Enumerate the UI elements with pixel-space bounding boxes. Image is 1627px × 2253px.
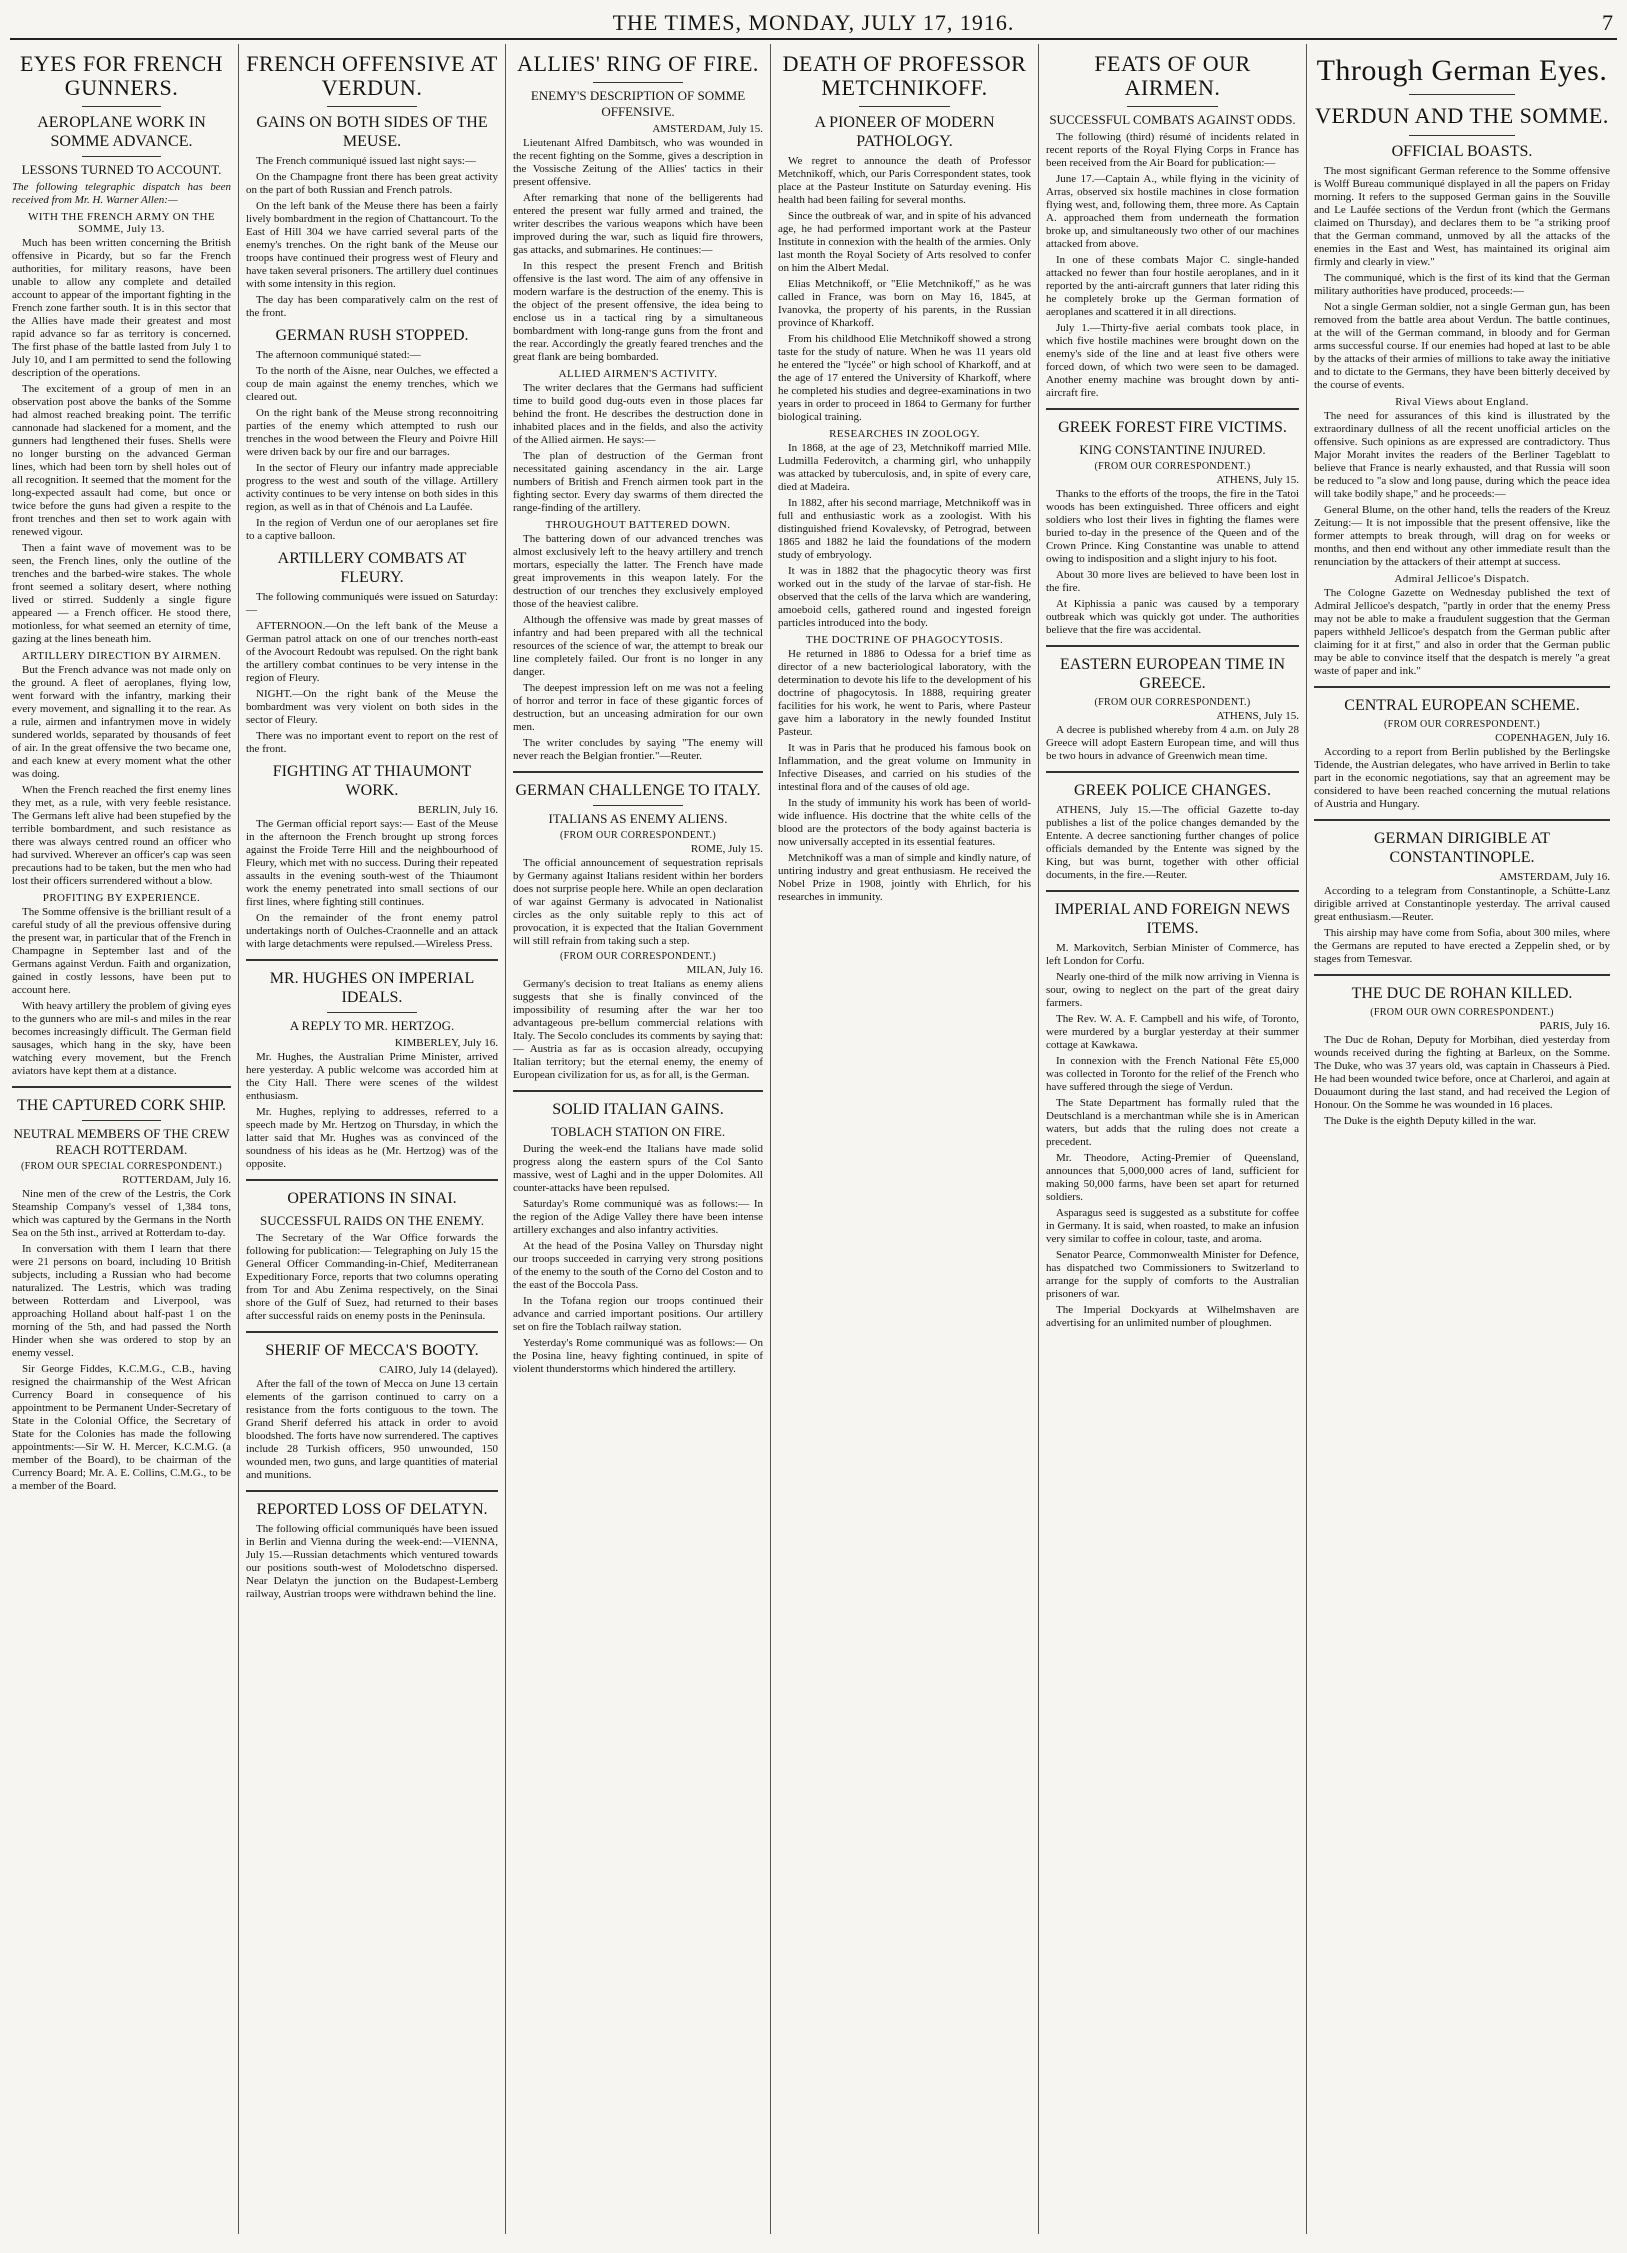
paragraph: Lieutenant Alfred Dambitsch, who was wounded in the recent fighting on the Somme, gives a description in the Vossische Zeitung of the Allies' tactics in their present offensive. — [513, 137, 763, 188]
paragraph: Thanks to the efforts of the troops, the fire in the Tatoi woods has been extinguished. Three officers and eight soldiers who lost their lives in fighting the flames were buried to-day in the presence of the Queen and of the Crown Prince. King Constantine was unable to attend owing to indisposition and a slight injury to his foot. — [1046, 488, 1299, 565]
paragraph: This airship may have come from Sofia, about 300 miles, where the Germans are reputed to have erected a Zeppelin shed, or by stages from Temesvar. — [1314, 927, 1610, 965]
paragraph: The writer declares that the Germans had sufficient time to build good dug-outs even in those places far behind the front. He describes the destruction done in inhabited places and in the fields, and also the activity of the Allied airmen. He says:— — [513, 382, 763, 446]
side-heading: Admiral Jellicoe's Dispatch. — [1394, 573, 1530, 585]
paragraph: Nine men of the crew of the Lestris, the Cork Steamship Company's vessel of 1,384 tons, which was captured by the Germans in the North Sea on the 5th inst., arrived at Rotterdam to-day. — [12, 1188, 231, 1239]
paragraph: The German official report says:— East of the Meuse in the afternoon the French brought up strong forces against the Froide Terre Hill and the neighbourhood of Fleury, which met with no success. During their repeated assaults in the evening south-west of the Thiaumont work the enemy penetrated into small sections of our first lines, where fighting still continues. — [246, 818, 498, 908]
headline: EYES FOR FRENCH GUNNERS. — [19, 51, 224, 100]
paragraph: The following (third) résumé of incidents related in recent reports of the Royal Flying Corps in France has been received from the Air Board for publication:— — [1046, 131, 1299, 169]
paragraph: The excitement of a group of men in an observation post above the banks of the Somme had almost reached breaking point. The terrific cannonade had slackened for a moment, and the gunners had lengthened their fuses. Shells were no longer bursting on the advanced German lines, which had been torn by shell holes out of all recognition. It seemed that the moment for the long-expected assault had come, but once or twice before the guns had given a respite to the front trenches and then set to work again with renewed vigour. — [12, 383, 231, 538]
paragraph: On the remainder of the front enemy patrol undertakings north of Oulches-Craonnelle and an attack with large detachments were repulsed.—Wireless Press. — [246, 912, 498, 950]
paragraph: Elias Metchnikoff, or "Elie Metchnikoff," as he was called in France, was born on May 16, 1845, at Ivanovka, the property of his parents, in the Russian province of Kharkoff. — [778, 278, 1031, 329]
paragraph: With heavy artillery the problem of giving eyes to the gunners who are mil-s and miles in the rear becomes increasingly difficult. The German field sausages, which hang in the sky, have been watching every movement, but the French aviators have kept them at a distance. — [12, 1000, 231, 1077]
side-heading: ALLIED AIRMEN'S ACTIVITY. — [558, 368, 718, 380]
divider — [513, 1090, 763, 1092]
paragraph: NIGHT.—On the right bank of the Meuse the bombardment was very violent on both sides in the sector of Fleury. — [246, 688, 498, 726]
dateline: CAIRO, July 14 (delayed). — [379, 1364, 498, 1376]
headline: CENTRAL EUROPEAN SCHEME. — [1344, 697, 1580, 714]
headline: IMPERIAL AND FOREIGN NEWS ITEMS. — [1054, 901, 1291, 937]
paragraph: ATHENS, July 15.—The official Gazette to-day publishes a list of the police changes demanded by the Entente. A decree sanctioning further changes of police officials demanded by the Entente was signed by the King, but was burnt, together with other official documents, in the fire.—Reuter. — [1046, 804, 1299, 881]
headline: GERMAN DIRIGIBLE AT CONSTANTINOPLE. — [1374, 830, 1550, 866]
page-number: 7 — [1602, 10, 1613, 35]
paragraph: On the Champagne front there has been great activity on the part of both Russian and French patrols. — [246, 171, 498, 196]
paragraph: The Rev. W. A. F. Campbell and his wife, of Toronto, were murdered by a burglar yesterday at their summer cottage at Kawkawa. — [1046, 1013, 1299, 1051]
divider — [12, 1086, 231, 1088]
paragraph: In 1882, after his second marriage, Metchnikoff was in full and enthusiastic work as a zoologist. With his distinguished friend Kovalevsky, of Petrograd, between 1865 and 1882 he laid the foundations of the modern study of embryology. — [778, 497, 1031, 561]
paragraph: It was in 1882 that the phagocytic theory was first worked out in the study of the larvae of star-fish. He observed that the cells of the larva which are wandering, amoeboid cells, gathered round and ingested foreign particles introduced into the body. — [778, 565, 1031, 629]
side-heading: RESEARCHES IN ZOOLOGY. — [829, 428, 980, 440]
paragraph: In one of these combats Major C. single-handed attacked no fewer than four hostile aeroplanes, and in it reported by the anti-aircraft gunners that later riding this he completely broke up the German formation of aeroplanes and scattered it in all directions. — [1046, 254, 1299, 318]
subheadline: OFFICIAL BOASTS. — [1391, 143, 1533, 160]
paragraph: But the French advance was not made only on the ground. A fleet of aeroplanes, flying low, went forward with the infantry, marking their every movement, and signalling it to the rear. As a rule, airmen and infantrymen move in widely sundered worlds, separated by thousands of feet of air. In the great offensive the two became one, and each knew at every moment what the other was doing. — [12, 664, 231, 780]
side-heading: THE DOCTRINE OF PHAGOCYTOSIS. — [805, 634, 1004, 646]
source-line: (FROM OUR SPECIAL CORRESPONDENT.) — [20, 1161, 223, 1172]
subheadline: GAINS ON BOTH SIDES OF THE MEUSE. — [256, 114, 488, 150]
paragraph: Asparagus seed is suggested as a substitute for coffee in Germany. It is said, when roasted, to make an infusion very similar to coffee in colour, taste, and aroma. — [1046, 1207, 1299, 1245]
divider — [859, 106, 950, 107]
divider — [246, 1331, 498, 1333]
paragraph: The following official communiqués have been issued in Berlin and Vienna during the week-end:—VIENNA, July 15.—Russian detachments which ventured towards our positions south-west of Molodetschno dispersed. Near Delatyn the junction on the Budapest-Lemberg railway, Austrian troops were withdrawn behind the line. — [246, 1523, 498, 1600]
paragraph: The State Department has formally ruled that the Deutschland is a merchantman while she is in American waters, but adds that the ruling does not create a precedent. — [1046, 1097, 1299, 1148]
headline: Through German Eyes. — [1316, 54, 1608, 87]
paragraph: The Secretary of the War Office forwards the following for publication:— Telegraphing on July 15 the General Officer Commanding-in-Chief, Mediterranean Expeditionary Force, reports that two columns operating from Tor and Abu Zenima respectively, on the Sinai shore of the Gulf of Suez, had returned to their bases after successful raids on enemy posts in the Peninsula. — [246, 1232, 498, 1322]
paragraph: The Cologne Gazette on Wednesday published the text of Admiral Jellicoe's despatch, "partly in order that the enemy Press may not be able to make a fraudulent suggestion that the German papers withheld Jellicoe's despatch from the German public after claiming for it at first," and also in order that the German public may be able to convince itself that the despatch is merely "a great waste of paper and ink." — [1314, 587, 1610, 677]
headline: GREEK POLICE CHANGES. — [1074, 782, 1271, 799]
divider — [1314, 974, 1610, 976]
headline: GERMAN CHALLENGE TO ITALY. — [515, 782, 761, 799]
paragraph: Since the outbreak of war, and in spite of his advanced age, he had performed important work at the Pasteur Institute in connexion with the health of the armies. Only last month the Royal Society of Arts resolved to confer on him the Albert Medal. — [778, 210, 1031, 274]
divider — [327, 106, 418, 107]
subheadline: FIGHTING AT THIAUMONT WORK. — [272, 763, 472, 799]
subheadline: A REPLY TO MR. HERTZOG. — [289, 1018, 455, 1033]
paragraph: June 17.—Captain A., while flying in the vicinity of Arras, observed six hostile machines in close formation flying west, and, following them, three more. As Captain A. approached them from underneath the formation broke up, and simultaneously two other of our machines attacked from above. — [1046, 173, 1299, 250]
headline: FEATS OF OUR AIRMEN. — [1094, 51, 1251, 100]
divider — [1046, 890, 1299, 892]
divider — [82, 1120, 161, 1121]
subheadline: ENEMY'S DESCRIPTION OF SOMME OFFENSIVE. — [530, 88, 746, 119]
source-line: (FROM OUR OWN CORRESPONDENT.) — [1370, 1007, 1554, 1018]
side-heading: THROUGHOUT BATTERED DOWN. — [545, 519, 731, 531]
newspaper-header-title: THE TIMES, MONDAY, JULY 17, 1916. — [612, 10, 1015, 35]
dateline: KIMBERLEY, July 16. — [394, 1037, 498, 1049]
paragraph: Saturday's Rome communiqué was as follows:— In the region of the Adige Valley there have been intense artillery exchanges and also infantry activities. — [513, 1198, 763, 1236]
paragraph: It was in Paris that he produced his famous book on Inflammation, and the great volume on Immunity in Infective Diseases, and carried on his studies of the intestinal flora and of the causes of old age. — [778, 742, 1031, 793]
paragraph: In 1868, at the age of 23, Metchnikoff married Mlle. Ludmilla Federovitch, a charming girl, who unhappily was attacked by tuberculosis, and, in spite of every care, died at Madeira. — [778, 442, 1031, 493]
paragraph: In the Tofana region our troops continued their advance and carried important positions. Our artillery set on fire the Toblach railway station. — [513, 1295, 763, 1333]
source-line: (FROM OUR CORRESPONDENT.) — [560, 830, 716, 841]
paragraph: The communiqué, which is the first of its kind that the German military authorities have produced, proceeds:— — [1314, 272, 1610, 297]
headline: ALLIES' RING OF FIRE. — [517, 51, 759, 76]
dateline: WITH THE FRENCH ARMY ON THE SOMME, July 13. — [28, 211, 215, 235]
paragraph: The Duc de Rohan, Deputy for Morbihan, died yesterday from wounds received during the fighting at Barleux, on the Somme. The Duke, who was 37 years old, was captain in Chasseurs à Pied. He had been wounded twice before, once at Charleroi, and again at Douaumont during the last stand, and had received the Legion of Honour. On the Somme he was wounded in 16 places. — [1314, 1034, 1610, 1111]
column-5 — [1038, 44, 1306, 2234]
dateline: PARIS, July 16. — [1539, 1020, 1610, 1032]
divider — [1046, 645, 1299, 647]
paragraph: M. Markovitch, Serbian Minister of Commerce, has left London for Corfu. — [1046, 942, 1299, 967]
subheadline: SUCCESSFUL COMBATS AGAINST ODDS. — [1049, 112, 1296, 127]
paragraph: The battering down of our advanced trenches was almost exclusively left to the heavy artillery and trench mortars, especially the latter. The French have made great improvements in this weapon lately. For the destruction of our trenches they exclusively employed those of the heaviest calibre. — [513, 533, 763, 610]
paragraph: He returned in 1886 to Odessa for a brief time as director of a new bacteriological laboratory, with the determination to devote his life to the development of his doctrine of phagocytosis. In 1888, requiring greater facilities for his work, he went to Paris, where Pasteur gave him a laboratory in the newly founded Institut Pasteur. — [778, 648, 1031, 738]
paragraph: The plan of destruction of the German front necessitated gaining ascendancy in the air. Large numbers of British and French airmen took part in the fighting sector. Every day swarms of them directed the range-finding of the artillery. — [513, 450, 763, 514]
divider — [513, 771, 763, 773]
divider — [593, 805, 683, 806]
paragraph: General Blume, on the other hand, tells the readers of the Kreuz Zeitung:— It is not impossible that the present offensive, like the former attempts to break through, will drag on for weeks or months, and then end without any other immediate result than the renunciation by the attackers of their attempt at success. — [1314, 504, 1610, 568]
paragraph: Mr. Hughes, the Australian Prime Minister, arrived here yesterday. A public welcome was accorded him at the City Hall. There were scenes of the wildest enthusiasm. — [246, 1051, 498, 1102]
subheadline: VERDUN AND THE SOMME. — [1315, 103, 1609, 128]
headline: DEATH OF PROFESSOR METCHNIKOFF. — [782, 51, 1027, 100]
paragraph: Nearly one-third of the milk now arriving in Vienna is sour, owing to neglect on the part of the great dairy farmers. — [1046, 971, 1299, 1009]
divider — [1046, 771, 1299, 773]
paragraph: When the French reached the first enemy lines they met, as a rule, with very feeble resistance. The Germans left alive had been stupefied by the terrible bombardment, and such resistance as there was always centred round an officer who had survived. Wherever an officer's cap was seen precautions had to be taken, but the men who had lost their officers surrendered without a blow. — [12, 784, 231, 887]
column-4 — [770, 44, 1038, 2234]
column-6 — [1306, 44, 1617, 2234]
paragraph: We regret to announce the death of Professor Metchnikoff, which, our Paris Correspondent states, took place at the Pasteur Institute on Saturday evening. His health had been failing for several months. — [778, 155, 1031, 206]
paragraph: Much has been written concerning the British offensive in Picardy, but so far the French authorities, for military reasons, have been unable to allow any complete and detailed account to appear of the important fighting in the French zone farther south. It is in this sector that the Allies have made their greatest and most rapid advance so far as territory is concerned. The first phase of the battle lasted from July 1 to July 10, and I am permitted to send the following description of the operations. — [12, 237, 231, 379]
dateline: ROME, July 15. — [690, 843, 763, 855]
column-3 — [505, 44, 770, 2234]
paragraph: AFTERNOON.—On the left bank of the Meuse a German patrol attack on one of our trenches north-east of the Avocourt Redoubt was repulsed. On the right bank the artillery combat continues to be very intense in the region of Fleury. — [246, 620, 498, 684]
divider — [1314, 819, 1610, 821]
paragraph: In the sector of Fleury our infantry made appreciable progress to the west and south of the village. Artillery activity continues to be very intense on both sides in this region, as well as in that of Chénois and La Laufée. — [246, 462, 498, 513]
paragraph: July 1.—Thirty-five aerial combats took place, in which five hostile machines were brought down on the enemy's side of the line and at least five others were forced down, of which two were seen to be damaged. Another enemy machine was brought down by anti-aircraft fire. — [1046, 322, 1299, 399]
paragraph: The Duke is the eighth Deputy killed in the war. — [1324, 1115, 1537, 1127]
paragraph: The need for assurances of this kind is illustrated by the extraordinary dullness of all the recent unofficial articles on the offensive. Such opinions as are expressed are contradictory. Thus Major Moraht invites the readers of the Berliner Tageblatt to believe that France is nearly exhausted, and that Russia will soon be reduced to "a slow and long pause, during which the peace idea will take bodily shape," and he proceeds:— — [1314, 410, 1610, 500]
paragraph: In this respect the present French and British offensive is the last word. The aim of any offensive in modern warfare is the destruction of the enemy. This is the object of the present offensive, the idea being to enclose us in a tactical ring by a simultaneous bombardment with long-range guns from the front and the rear. Accordingly the greatly feared trenches and the great flank are being bombarded. — [513, 260, 763, 363]
source-line: (FROM OUR CORRESPONDENT.) — [1094, 697, 1251, 708]
paragraph: The deepest impression left on me was not a feeling of horror and terror in face of these gigantic forces of destruction, but an unceasing admiration for our own men. — [513, 682, 763, 733]
paragraph: On the left bank of the Meuse there has been a fairly lively bombardment in the region of Chattancourt. To the East of Hill 304 we have carried several parts of the enemy's trenches. On the right bank of the Meuse our troops have continued their progress west of Fleury and have taken several prisoners. The artillery duel continues with some intensity in this region. — [246, 200, 498, 290]
paragraph: The most significant German reference to the Somme offensive is Wolff Bureau communiqué displayed in all the papers on Friday morning. It refers to the supposed German gains in the Souville and Le Laufée sections of the Verdun front (which the Germans claimed on Thursday), and declares them to be "a striking proof that the German command, unmoved by all the attacks of the enemies in the East and West, has maintained its original aim firmly and clearly in view." — [1314, 165, 1610, 268]
paragraph: The afternoon communiqué stated:— — [256, 349, 421, 361]
dateline: ATHENS, July 15. — [1216, 710, 1299, 722]
subheadline: NEUTRAL MEMBERS OF THE CREW REACH ROTTERDAM. — [13, 1126, 230, 1157]
headline: GREEK FOREST FIRE VICTIMS. — [1058, 419, 1287, 436]
subheadline: LESSONS TURNED TO ACCOUNT. — [21, 162, 222, 177]
paragraph: The Somme offensive is the brilliant result of a careful study of all the previous offensive during the present war, in particular that of the French in Champagne in September last and of the Germans against Verdun. Faith and organization, gained in costly lessons, have been put to account here. — [12, 906, 231, 996]
paragraph: According to a report from Berlin published by the Berlingske Tidende, the Austrian delegates, who have arrived in Berlin to take part in the economic negotiations, say that an agreement may be considered to have been reached concerning the mutual relations of Austria and Hungary. — [1314, 746, 1610, 810]
subheadline: ITALIANS AS ENEMY ALIENS. — [548, 811, 728, 826]
divider — [1409, 94, 1516, 95]
paragraph: At Kiphissia a panic was caused by a temporary outbreak which was quickly got under. The authorities believe that the fire was accidental. — [1046, 598, 1299, 636]
column-1 — [10, 44, 238, 2234]
dateline: AMSTERDAM, July 15. — [652, 123, 763, 135]
subheadline: GERMAN RUSH STOPPED. — [275, 327, 469, 344]
masthead — [10, 8, 1617, 40]
paragraph: Senator Pearce, Commonwealth Minister for Defence, has dispatched two Commissioners to Switzerland to arrange for the supply of comforts to the Australian prisoners of war. — [1046, 1249, 1299, 1300]
paragraph: In the study of immunity his work has been of world-wide influence. His doctrine that the white cells of the blood are the protectors of the body against bacteria is now universally accepted in its essential features. — [778, 797, 1031, 848]
side-heading: ARTILLERY DIRECTION BY AIRMEN. — [21, 650, 222, 662]
columns — [10, 44, 1617, 2234]
paragraph: To the north of the Aisne, near Oulches, we effected a coup de main against the enemy trenches, which we cleared out. — [246, 365, 498, 403]
paragraph: The Imperial Dockyards at Wilhelmshaven are advertising for an unlimited number of ploughmen. — [1046, 1304, 1299, 1329]
subheadline: TOBLACH STATION ON FIRE. — [550, 1124, 726, 1139]
dateline: ATHENS, July 15. — [1216, 474, 1299, 486]
divider — [1046, 408, 1299, 410]
side-heading: Rival Views about England. — [1395, 396, 1529, 408]
dateline: AMSTERDAM, July 16. — [1499, 871, 1610, 883]
subheadline: AEROPLANE WORK IN SOMME ADVANCE. — [37, 114, 206, 150]
headline: MR. HUGHES ON IMPERIAL IDEALS. — [269, 970, 475, 1006]
dateline: ROTTERDAM, July 16. — [122, 1174, 231, 1186]
paragraph: A decree is published whereby from 4 a.m. on July 28 Greece will adopt Eastern European time, and will thus be two hours in advance of Greenwich mean time. — [1046, 724, 1299, 762]
headline: EASTERN EUROPEAN TIME IN GREECE. — [1059, 656, 1286, 692]
paragraph: Sir George Fiddes, K.C.M.G., C.B., having resigned the chairmanship of the West African Currency Board in consequence of his appointment to be Permanent Under-Secretary of State in the Colonial Office, the Secretary of State for the Colonies has made the following appointments:—Sir W. H. Mercer, K.C.M.G. (a member of the Board), to be chairman of the Currency Board; Mr. A. E. Collins, C.M.G., to be a member of the Board. — [12, 1363, 231, 1492]
paragraph: The writer concludes by saying "The enemy will never reach the Belgian frontier."—Reuter. — [513, 737, 763, 762]
divider — [593, 82, 683, 83]
paragraph: After the fall of the town of Mecca on June 13 certain elements of the garrison continued to carry on a resistance from the forts contiguous to the town. The Grand Sherif deferred his attack in order to avoid bloodshed. The forts have now surrendered. The captives include 28 Turkish officers, 950 unwounded, 150 wounded men, two guns, and large quantities of material and munitions. — [246, 1378, 498, 1481]
paragraph: Yesterday's Rome communiqué was as follows:— On the Posina line, heavy fighting continued, in spite of violent thunderstorms which hindered the artillery. — [513, 1337, 763, 1375]
source-line: (FROM OUR CORRESPONDENT.) — [560, 951, 716, 962]
headline: SOLID ITALIAN GAINS. — [552, 1101, 724, 1118]
paragraph: Metchnikoff was a man of simple and kindly nature, of untiring industry and great enthusiasm. He received the Nobel Prize in 1908, jointly with Ehrlich, for his researches in immunity. — [778, 852, 1031, 903]
paragraph: At the head of the Posina Valley on Thursday night our troops succeeded in carrying very strong positions of the enemy to the south of the Corno del Coston and to the east of the Boccola Pass. — [513, 1240, 763, 1291]
paragraph: Germany's decision to treat Italians as enemy aliens suggests that she is finally convinced of the impossibility of resuming after the war her too advantageous pre-bellum commercial relations with Italy. The Secolo concludes its comments by saying that:— Austria as far as is occasion already, occupying Italian territory; but the eternal enemy, the enemy of European civilization for us, as for all, is the German. — [513, 978, 763, 1081]
side-heading: PROFITING BY EXPERIENCE. — [42, 892, 201, 904]
newspaper-page — [10, 8, 1617, 2237]
paragraph: In conversation with them I learn that there were 21 persons on board, including 10 British subjects, including a Russian who had become naturalized. The Lestris, which was trading between Rotterdam and Liverpool, was approaching Holland about half-past 1 on the morning of the 5th, and had passed the North Hinder when she was ordered to stop by an enemy vessel. — [12, 1243, 231, 1359]
paragraph: In connexion with the French National Fête £5,000 was collected in Toronto for the relief of the French who have suffered through the siege of Verdun. — [1046, 1055, 1299, 1093]
divider — [246, 1490, 498, 1492]
dateline: COPENHAGEN, July 16. — [1495, 732, 1610, 744]
paragraph: The French communiqué issued last night says:— — [256, 155, 476, 167]
subheadline: KING CONSTANTINE INJURED. — [1079, 442, 1266, 457]
paragraph: Then a faint wave of movement was to be seen, the French lines, only the outline of the trenches and the barbed-wire stakes. The whole front seemed a solitary desert, where nothing lived or stirred. Suddenly a single figure appeared — a French officer. He stood there, motionless, for what seemed an eternity of time, gazing at the lines beneath him. — [12, 542, 231, 645]
headline: THE DUC DE ROHAN KILLED. — [1351, 985, 1573, 1002]
divider — [1127, 106, 1218, 107]
column-2 — [238, 44, 505, 2234]
paragraph: In the region of Verdun one of our aeroplanes set fire to a captive balloon. — [246, 517, 498, 542]
headline: REPORTED LOSS OF DELATYN. — [256, 1501, 488, 1518]
divider — [82, 156, 161, 157]
paragraph: After remarking that none of the belligerents had entered the present war fully armed and trained, the writer describes the various weapons which have been improved during the war, such as liquid fire throwers, gas attacks, and submarines. He continues:— — [513, 192, 763, 256]
subheadline: SUCCESSFUL RAIDS ON THE ENEMY. — [259, 1213, 485, 1228]
headline: THE CAPTURED CORK SHIP. — [17, 1097, 226, 1114]
dateline: BERLIN, July 16. — [417, 804, 498, 816]
source-line: (FROM OUR CORRESPONDENT.) — [1384, 719, 1540, 730]
paragraph: According to a telegram from Constantinople, a Schütte-Lanz dirigible arrived at Constantinople yesterday. The arrival caused great enthusiasm.—Reuter. — [1314, 885, 1610, 923]
paragraph: On the right bank of the Meuse strong reconnoitring parties of the enemy which attempted to rush our trenches in the wood between the Fleury and Poivre Hill were driven back by our fire and our barrages. — [246, 407, 498, 458]
paragraph: During the week-end the Italians have made solid progress along the eastern spurs of the Col Santo massive, west of Laghi and in the upper Dolomites. All counter-attacks have been repulsed. — [513, 1143, 763, 1194]
paragraph: There was no important event to report on the rest of the front. — [246, 730, 498, 755]
source-line: (FROM OUR CORRESPONDENT.) — [1094, 461, 1251, 472]
paragraph: The official announcement of sequestration reprisals by Germany against Italians resident within her borders does not surprise people here. While an open declaration of war against Germany is advocated in Nationalist circles as the only suitable reply to this act of provocation, it is expected that the Italian Government will still refrain from taking such a step. — [513, 857, 763, 947]
paragraph: From his childhood Elie Metchnikoff showed a strong taste for the study of nature. When he was 11 years old he entered the "lycée" or high school of Kharkoff, and at the age of 17 entered the University of Kharkoff, where he completed his studies and degree-examinations in two years in order to proceed in 1864 to Germany for further biological training. — [778, 333, 1031, 423]
paragraph: Not a single German soldier, not a single German gun, has been removed from the battle area about Verdun. The battle continues, at the will of the German command, in bloody and for German arms successful course. If our enemies had hoped at last to be able by the attacks of their armies of millions to take away the initiative and to dictate to the Germans, they have been bitterly deceived by the course of events. — [1314, 301, 1610, 391]
divider — [1314, 686, 1610, 688]
divider — [246, 1179, 498, 1181]
divider — [1409, 135, 1516, 136]
paragraph: Mr. Hughes, replying to addresses, referred to a speech made by Mr. Hertzog on Thursday, in which the latter said that Mr. Hughes was as convinced of the soundness of his ideas as he (Mr. Hertzog) was of the opposite. — [246, 1106, 498, 1170]
divider — [246, 959, 498, 961]
divider — [82, 106, 161, 107]
divider — [327, 1012, 418, 1013]
headline: SHERIF OF MECCA'S BOOTY. — [265, 1342, 479, 1359]
paragraph: Mr. Theodore, Acting-Premier of Queensland, announces that 5,000,000 acres of land, sufficient for making 50,000 farms, have been set apart for returned soldiers. — [1046, 1152, 1299, 1203]
paragraph: Although the offensive was made by great masses of infantry and had been prepared with all the technical resources of the science of war, the attempt to break our line completely failed. Our front is no longer in any danger. — [513, 614, 763, 678]
subheadline: A PIONEER OF MODERN PATHOLOGY. — [814, 114, 995, 150]
dateline: MILAN, July 16. — [686, 964, 763, 976]
headline: FRENCH OFFENSIVE AT VERDUN. — [246, 51, 498, 100]
paragraph: About 30 more lives are believed to have been lost in the fire. — [1046, 569, 1299, 594]
headline: OPERATIONS IN SINAI. — [287, 1190, 457, 1207]
paragraph: The day has been comparatively calm on the rest of the front. — [246, 294, 498, 319]
intro: The following telegraphic dispatch has been received from Mr. H. Warner Allen:— — [12, 181, 231, 206]
paragraph: The following communiqués were issued on Saturday:— — [246, 591, 498, 616]
subheadline: ARTILLERY COMBATS AT FLEURY. — [277, 550, 467, 586]
